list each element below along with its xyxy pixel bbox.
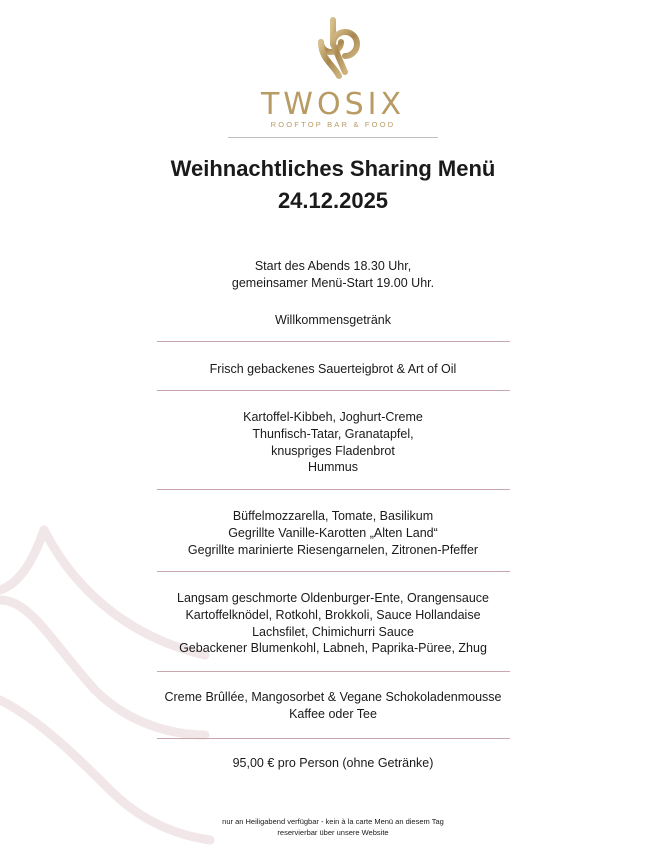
course-2 xyxy=(0,409,666,476)
course-item: Kaffee oder Tee xyxy=(289,706,377,721)
footer-availability: nur an Heiligabend verfügbar - kein à la carte Menü an diesem Tag xyxy=(222,817,444,826)
course-1 xyxy=(0,361,666,378)
course-item: Lachsfilet, Chimichurri Sauce xyxy=(252,624,414,639)
course-item: Gegrillte marinierte Riesengarnelen, Zitronen-Pfeffer xyxy=(187,542,479,557)
brand-tagline: ROOFTOP BAR & FOOD xyxy=(270,120,396,129)
course-item: Thunfisch-Tatar, Granatapfel, xyxy=(252,426,414,441)
menu-title: Weihnachtliches Sharing Menü xyxy=(170,156,496,181)
course-item: Gebackener Blumenkohl, Labneh, Paprika-Püree, Zhug xyxy=(179,641,487,656)
course-4 xyxy=(0,590,666,657)
twosix-monogram-icon xyxy=(301,14,365,86)
menu-start-text: gemeinsamer Menü-Start 19.00 Uhr. xyxy=(231,275,435,290)
intro-times xyxy=(0,258,666,292)
brand-name: TWOSIX xyxy=(260,87,406,122)
price-text: 95,00 € pro Person (ohne Getränke) xyxy=(232,756,434,770)
course-3 xyxy=(0,508,666,558)
footer-note xyxy=(0,817,666,838)
divider xyxy=(157,671,510,672)
menu-date: 24.12.2025 xyxy=(277,188,389,213)
divider xyxy=(157,738,510,739)
logo-divider xyxy=(228,137,438,138)
course-item: Büffelmozzarella, Tomate, Basilikum xyxy=(232,509,434,523)
welcome-drink xyxy=(0,312,666,329)
course-item: Hummus xyxy=(307,460,358,475)
footer-reservation: reservierbar über unsere Website xyxy=(277,827,389,837)
course-item: Frisch gebackenes Sauerteigbrot & Art of Oil xyxy=(209,362,457,376)
brand-logo xyxy=(0,14,666,138)
course-item: knuspriges Fladenbrot xyxy=(271,443,395,458)
course-item: Creme Brûllée, Mangosorbet & Vegane Schokoladenmousse xyxy=(164,690,502,704)
course-item: Langsam geschmorte Oldenburger-Ente, Orangensauce xyxy=(177,591,489,605)
price xyxy=(0,755,666,772)
divider xyxy=(157,571,510,572)
welcome-drink-text: Willkommensgetränk xyxy=(274,313,391,327)
start-time-text: Start des Abends 18.30 Uhr, xyxy=(254,259,412,273)
divider xyxy=(157,390,510,391)
course-item: Gegrillte Vanille-Karotten „Alten Land“ xyxy=(228,525,438,540)
divider xyxy=(157,489,510,490)
divider xyxy=(157,341,510,342)
course-5 xyxy=(0,689,666,723)
course-item: Kartoffelknödel, Rotkohl, Brokkoli, Sauce Hollandaise xyxy=(185,607,481,622)
course-item: Kartoffel-Kibbeh, Joghurt-Creme xyxy=(243,410,423,424)
